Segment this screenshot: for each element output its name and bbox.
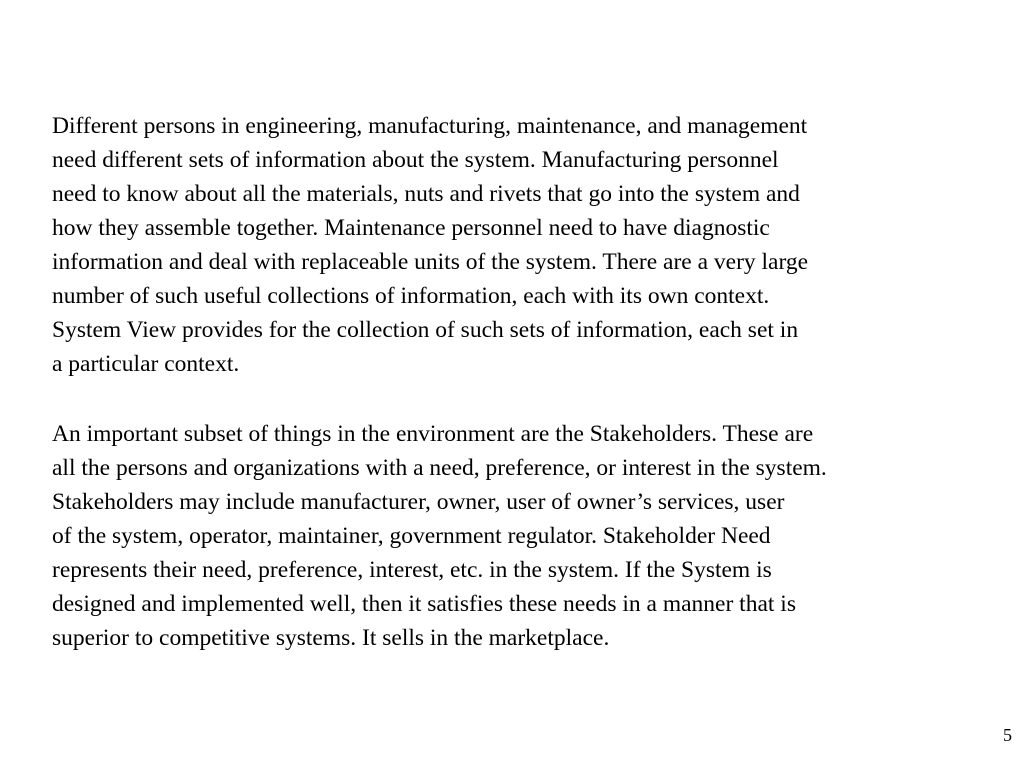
text-line: Stakeholders may include manufacturer, owner, user of owner’s services, user [52,489,785,515]
text-line: need to know about all the materials, nuts and rivets that go into the system and [52,181,800,207]
page-number: 5 [1003,725,1012,745]
text-line: how they assemble together. Maintenance personnel need to have diagnostic [52,215,770,241]
text-line: Different persons in engineering, manufacturing, maintenance, and management [52,113,808,139]
text-line: designed and implemented well, then it satisfies these needs in a manner that is [52,591,796,617]
text-line: superior to competitive systems. It sells in the marketplace. [52,625,610,651]
text-line: An important subset of things in the environment are the Stakeholders. These are [52,421,814,447]
text-line: represents their need, preference, interest, etc. in the system. If the System is [52,557,772,583]
text-line: a particular context. [52,351,240,377]
text-line: need different sets of information about the system. Manufacturing personnel [52,147,779,173]
text-line: all the persons and organizations with a need, preference, or interest in the system. [52,455,827,481]
text-line: of the system, operator, maintainer, government regulator. Stakeholder Need [52,523,771,549]
text-line: information and deal with replaceable units of the system. There are a very large [52,249,809,275]
paragraph-stakeholders [52,417,827,655]
text-line: System View provides for the collection of such sets of information, each set in [52,317,799,343]
paragraph-system-view [52,109,808,381]
text-line: number of such useful collections of information, each with its own context. [52,283,770,309]
